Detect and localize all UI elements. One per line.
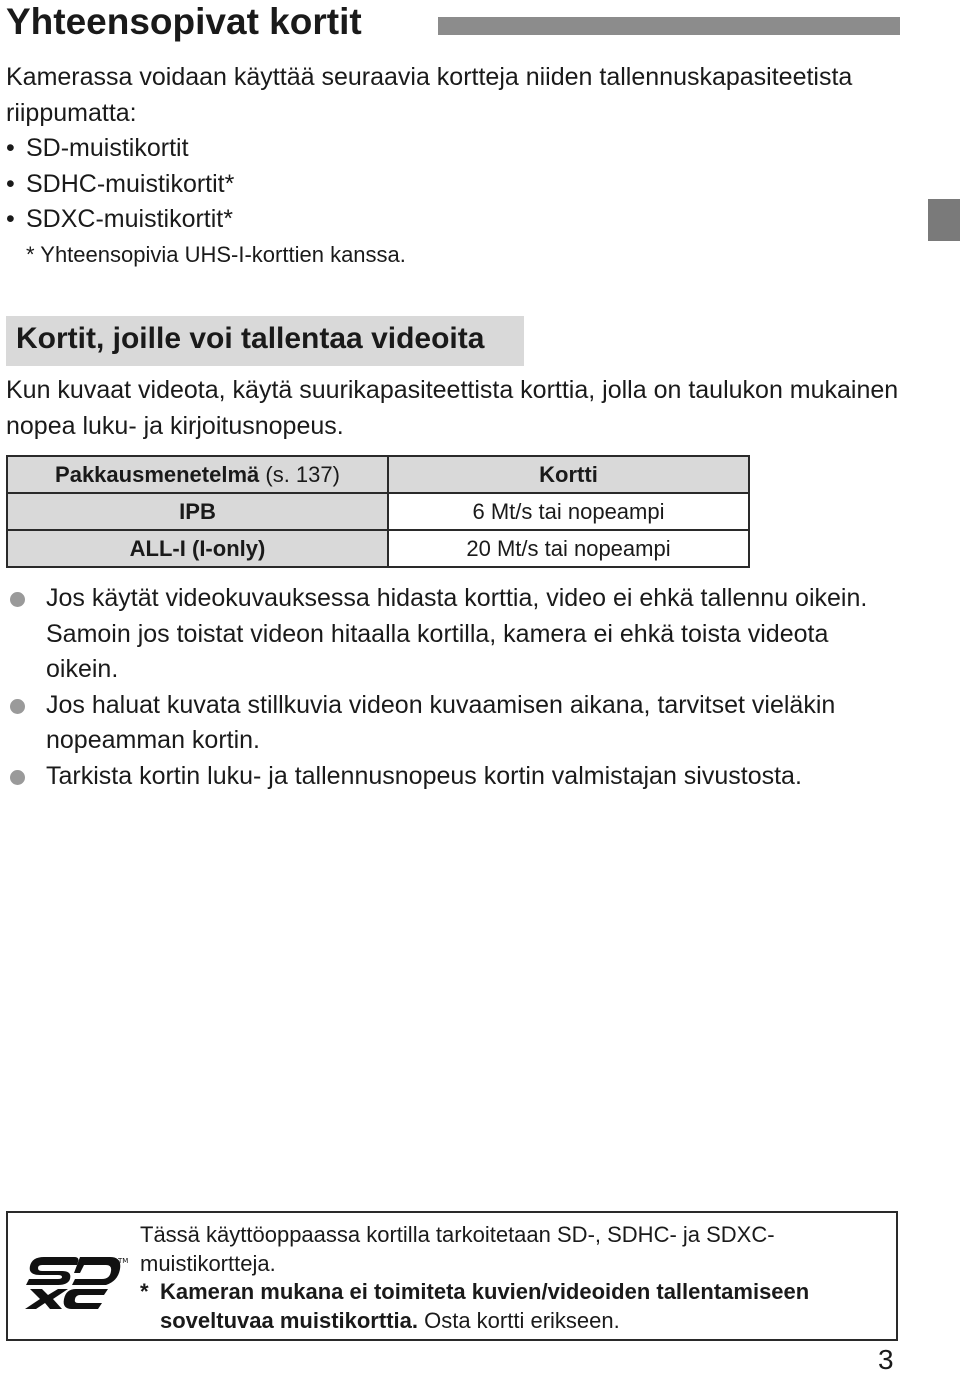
card-type-list [6, 131, 886, 238]
table-row [7, 493, 749, 530]
table-cell-card: 6 Mt/s tai nopeampi [388, 493, 749, 530]
footer-line: Tässä käyttöoppaassa kortilla tarkoitetaan SD-, SDHC- ja SDXC-muistikortteja. [140, 1222, 775, 1276]
table-header-method: Pakkausmenetelmä (s. 137) [7, 456, 388, 493]
footer-warning: * Kameran mukana ei toimiteta kuvien/videoiden tallentamiseen soveltuvaa muistikorttia. Osta kortti erikseen. [140, 1279, 810, 1333]
footer-note-box [6, 1211, 898, 1341]
footnote: * Yhteensopivia UHS-I-korttien kanssa. [26, 241, 406, 267]
table-header-card: Kortti [388, 456, 749, 493]
table-row [7, 530, 749, 567]
bullet-icon: • [6, 169, 15, 198]
list-item: Jos käytät videokuvauksessa hidasta korttia, video ei ehkä tallennu oikein. Samoin jos toistat videon hitaalla kortilla, kamera ei ehkä toista videota oikein. [6, 581, 906, 688]
list-item: • SDXC-muistikortit* [6, 202, 886, 238]
bullet-icon: • [6, 134, 15, 162]
page-number: 3 [878, 1344, 894, 1375]
bullet-dot-icon [10, 770, 25, 785]
page-title: Yhteensopivat kortit [6, 1, 362, 42]
bullet-icon: • [6, 205, 15, 233]
list-item: Tarkista kortin luku- ja tallennusnopeus kortin valmistajan sivustosta. [6, 759, 906, 795]
table-cell-method: ALL-I (I-only) [7, 530, 388, 567]
bullet-dot-icon [10, 699, 25, 714]
section-text: Kun kuvaat videota, käytä suurikapasiteettista korttia, jolla on taulukon mukainen nopea luku- ja kirjoitusnopeus. [6, 376, 899, 440]
sdxc-logo-icon [22, 1253, 130, 1313]
svg-text:TM: TM [118, 1257, 129, 1265]
title-decoration-bar [438, 17, 900, 35]
bullet-dot-icon [10, 592, 25, 607]
list-item: Jos haluat kuvata stillkuvia videon kuvaamisen aikana, tarvitset vieläkin nopeamman kortin. [6, 688, 906, 759]
list-item: • SD-muistikortit [6, 131, 886, 167]
intro-text: Kamerassa voidaan käyttää seuraavia kortteja niiden tallennuskapasiteetista riippumatta: [6, 63, 853, 127]
list-item: • SDHC-muistikortit* [6, 167, 886, 203]
table-header-row [7, 456, 749, 493]
video-card-table [6, 455, 750, 568]
chapter-tab-marker [928, 199, 960, 241]
intro-section [6, 60, 886, 272]
table-cell-method: IPB [7, 493, 388, 530]
notes-list [6, 581, 906, 794]
table-cell-card: 20 Mt/s tai nopeampi [388, 530, 749, 567]
footer-note-text [140, 1221, 880, 1335]
section-heading: Kortit, joille voi tallentaa videoita [6, 316, 524, 366]
